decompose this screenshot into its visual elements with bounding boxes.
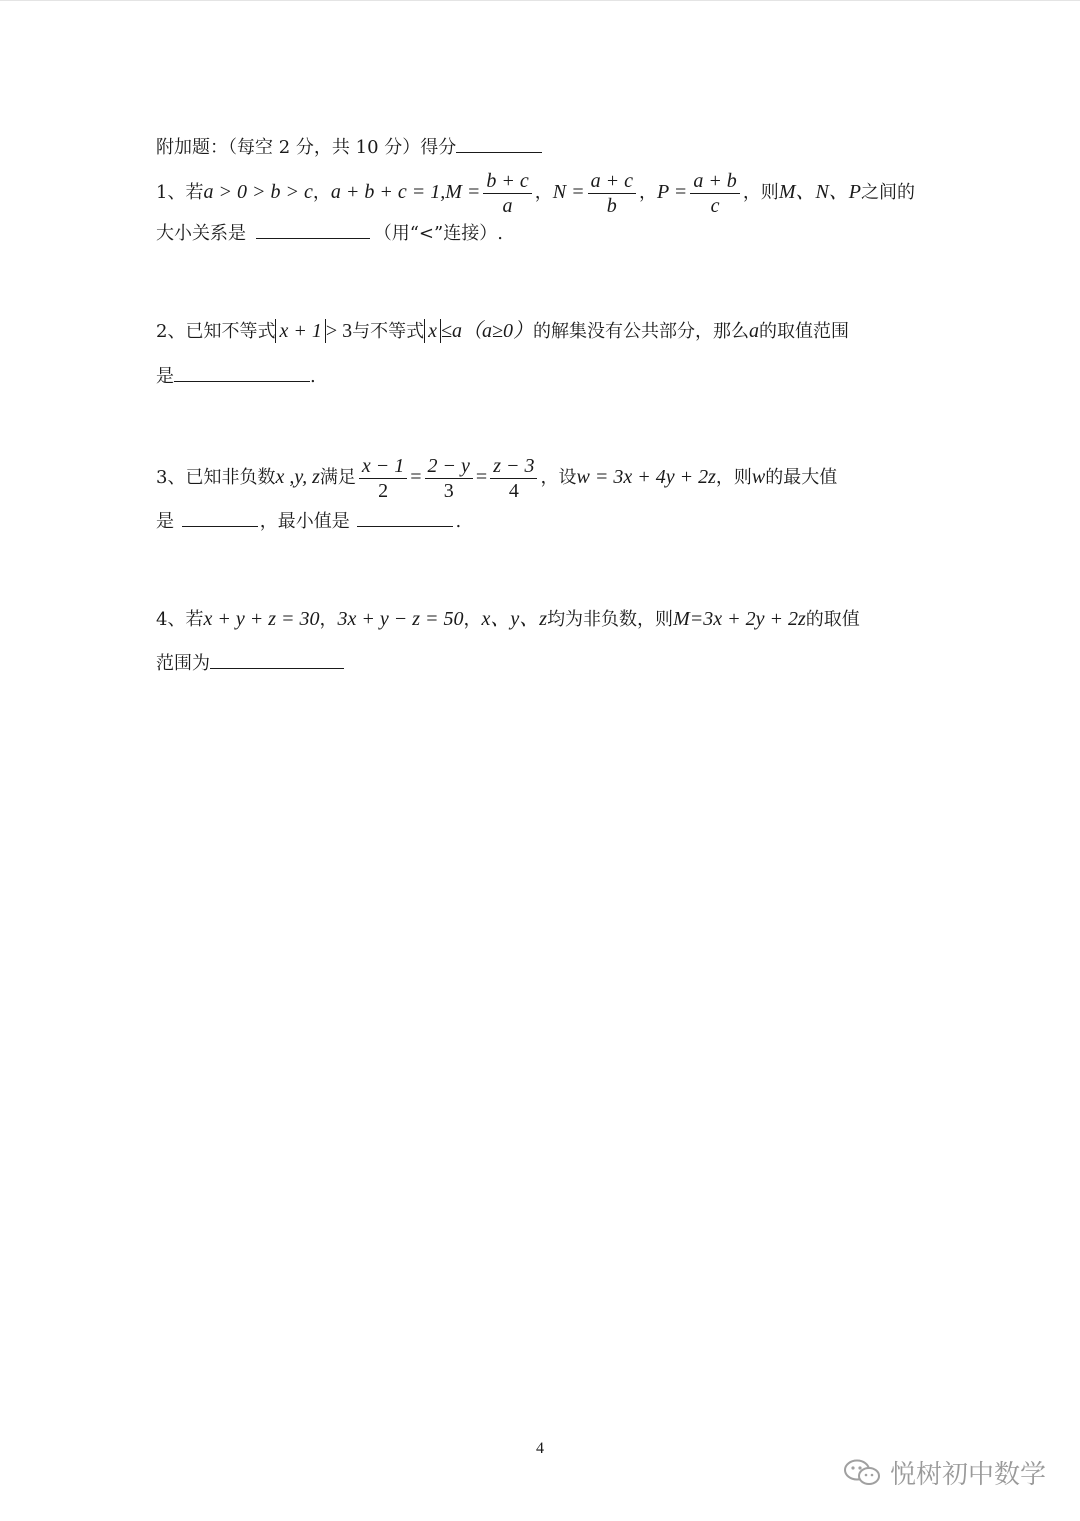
q3-max-blank[interactable] xyxy=(182,508,258,527)
bonus-header xyxy=(156,134,542,161)
q2-line2-tail: . xyxy=(310,366,316,387)
q1-line2 xyxy=(156,220,503,247)
score-blank[interactable] xyxy=(456,134,542,153)
q2-text2: 与不等式 xyxy=(352,321,425,342)
q3-f2-numerator: 2 − y xyxy=(425,454,473,479)
q1-tail: ，则 xyxy=(742,182,779,203)
q3-text3: ，设 xyxy=(540,467,577,488)
q3-line2 xyxy=(156,508,461,535)
q4-text3: 的取值 xyxy=(805,609,860,630)
q3-f3-denominator: 4 xyxy=(508,479,519,502)
q3-fraction3 xyxy=(490,454,537,503)
q2-answer-blank[interactable] xyxy=(174,363,310,382)
q4-text2: 均为非负数，则 xyxy=(547,609,674,630)
q2-text4: 的取值范围 xyxy=(758,321,849,342)
q3-line1 xyxy=(156,451,837,504)
q4-text1: ， xyxy=(463,609,482,630)
q4-answer-blank[interactable] xyxy=(210,650,344,669)
q4-line1 xyxy=(156,606,860,633)
q3-f2-denominator: 3 xyxy=(443,479,454,502)
q3-vars: x ,y, z xyxy=(275,466,320,488)
q4-m-expr: M=3x + 2y + 2z xyxy=(673,608,806,630)
q2-gt3: > 3 xyxy=(325,320,353,342)
q1-answer-blank[interactable] xyxy=(256,220,370,239)
q2-number: 2、 xyxy=(156,321,186,342)
q2-abs1: x + 1 xyxy=(275,319,325,343)
q1-line1 xyxy=(156,167,915,218)
q1-m-denominator: a xyxy=(502,194,513,217)
q2-line2 xyxy=(156,363,316,390)
q2-abs2: x xyxy=(424,319,441,343)
bonus-note: （每空 2 分，共 10 分）得分 xyxy=(228,137,457,158)
q2-var-a: a xyxy=(748,320,759,342)
q4-sep: ， xyxy=(319,609,338,630)
q3-line2-text: 是 xyxy=(156,511,174,532)
q1-vars: M、N、P xyxy=(778,181,862,203)
q4-vars: x、y、z xyxy=(481,608,548,630)
q3-fraction1 xyxy=(359,454,407,503)
q1-p-numerator: a + b xyxy=(690,169,740,194)
q3-min-blank[interactable] xyxy=(357,508,453,527)
q1-comma2: ， xyxy=(638,182,657,203)
q4-number: 4、 xyxy=(156,609,186,630)
q3-fraction2 xyxy=(425,454,473,503)
q3-w: w xyxy=(751,466,766,488)
watermark xyxy=(842,1454,1046,1491)
q1-p-denominator: c xyxy=(710,194,720,217)
q1-n-denominator: b xyxy=(606,194,617,217)
q3-text5: 的最大值 xyxy=(765,467,838,488)
q3-eq2: = xyxy=(475,466,488,488)
q3-line2-tail: . xyxy=(455,511,462,532)
q4-line2-text: 范围为 xyxy=(156,653,210,674)
q2-le-a: ≤a xyxy=(441,320,462,342)
q3-f3-numerator: z − 3 xyxy=(490,454,537,479)
bonus-label: 附加题： xyxy=(156,137,228,158)
q3-f1-numerator: x − 1 xyxy=(359,454,407,479)
q3-line2-mid: ，最小值是 xyxy=(259,511,350,532)
q1-n-numerator: a + c xyxy=(588,169,636,194)
q1-p-lhs: P = xyxy=(656,181,688,203)
q2-text1: 已知不等式 xyxy=(185,321,276,342)
q2-paren: （a≥0） xyxy=(461,320,533,342)
watermark-text: 悦树初中数学 xyxy=(889,1460,1046,1490)
q1-p-fraction xyxy=(690,169,740,218)
q4-eq1: x + y + z = 30 xyxy=(203,608,320,630)
q3-text1: 已知非负数 xyxy=(185,467,276,488)
q3-text4: ，则 xyxy=(715,467,752,488)
q1-number: 1、 xyxy=(156,182,186,203)
q4-eq2: 3x + y − z = 50 xyxy=(337,608,464,630)
q1-sep: ， xyxy=(312,182,331,203)
q1-condition: a > 0 > b > c xyxy=(203,181,313,203)
q2-line2-text: 是 xyxy=(156,366,174,387)
q2-text3: 的解集没有公共部分，那么 xyxy=(532,321,749,342)
q1-n-lhs: N = xyxy=(552,181,585,203)
q1-m-fraction xyxy=(483,169,531,218)
q2-line1 xyxy=(156,318,849,345)
q1-tail2: 之间的 xyxy=(861,182,916,203)
q3-w-expr: w = 3x + 4y + 2z xyxy=(576,466,716,488)
q1-sum: a + b + c = 1, xyxy=(330,181,446,203)
q1-comma1: ， xyxy=(534,182,553,203)
q1-line2-tail: （用“<”连接）. xyxy=(373,223,503,244)
q3-eq1: = xyxy=(410,466,422,488)
q4-lead: 若 xyxy=(185,609,204,630)
q1-m-numerator: b + c xyxy=(483,169,531,194)
q1-lead: 若 xyxy=(185,182,204,203)
q3-text2: 满足 xyxy=(319,467,356,488)
top-rule xyxy=(0,0,1080,1)
q1-line2-text: 大小关系是 xyxy=(156,223,246,244)
q4-line2 xyxy=(156,650,344,677)
page-number: 4 xyxy=(536,1440,544,1457)
wechat-icon xyxy=(842,1458,882,1488)
q1-n-fraction xyxy=(588,169,636,218)
q3-number: 3、 xyxy=(156,467,186,488)
q1-m-lhs: M = xyxy=(445,181,481,203)
q3-f1-denominator: 2 xyxy=(378,479,389,502)
